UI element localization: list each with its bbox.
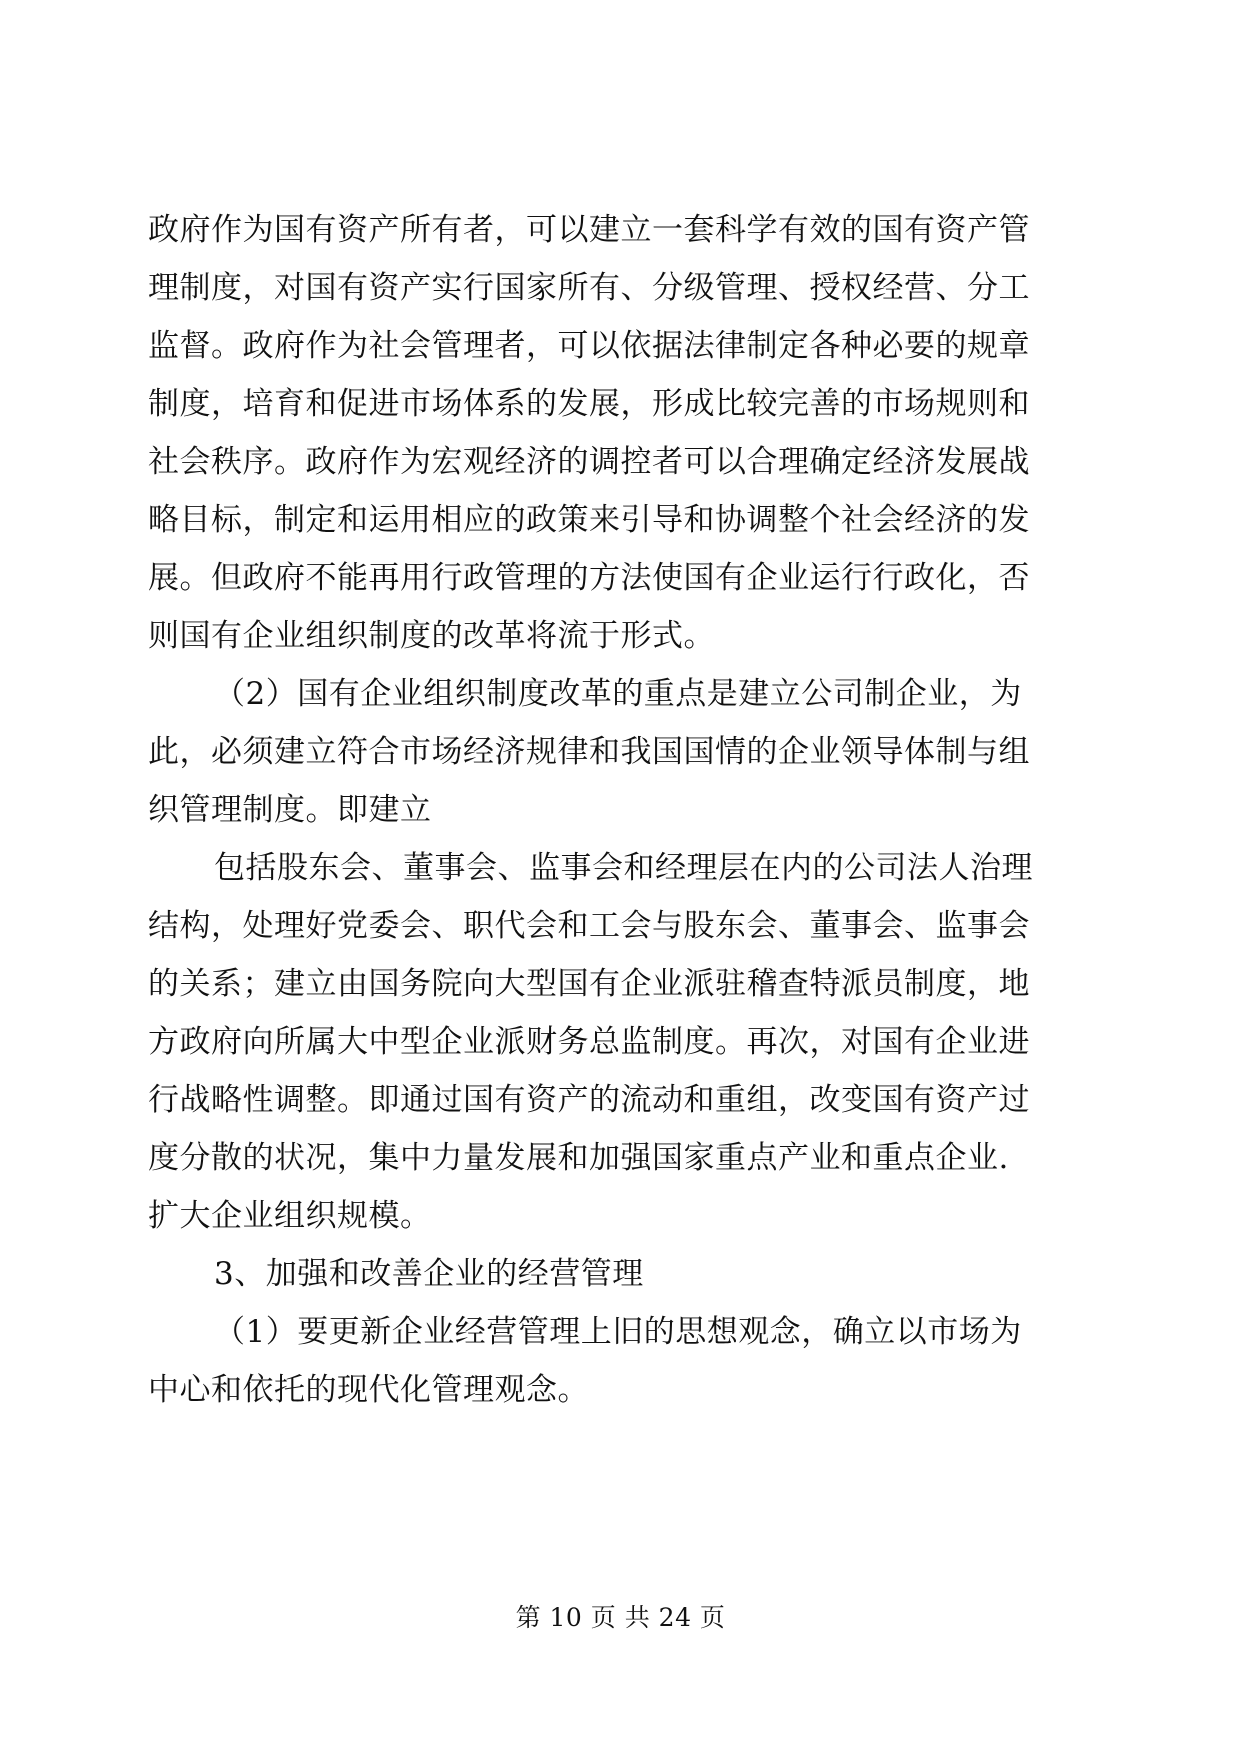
paragraph-line: 此，必须建立符合市场经济规律和我国国情的企业领导体制与组 — [148, 734, 1030, 770]
paragraph-line: 理制度，对国有资产实行国家所有、分级管理、授权经营、分工 — [148, 270, 1030, 306]
paragraph-line: 织管理制度。即建立 — [148, 792, 432, 828]
paragraph-line: 包括股东会、董事会、监事会和经理层在内的公司法人治理 — [214, 850, 1033, 886]
paragraph-line: 政府作为国有资产所有者，可以建立一套科学有效的国有资产管 — [148, 212, 1030, 248]
paragraph-line: 结构，处理好党委会、职代会和工会与股东会、董事会、监事会 — [148, 908, 1030, 944]
paragraph-line: （2）国有企业组织制度改革的重点是建立公司制企业，为 — [214, 676, 1022, 712]
paragraph-line: 展。但政府不能再用行政管理的方法使国有企业运行行政化，否 — [148, 560, 1030, 596]
paragraph-line: 社会秩序。政府作为宏观经济的调控者可以合理确定经济发展战 — [148, 444, 1030, 480]
paragraph-line: 的关系；建立由国务院向大型国有企业派驻稽查特派员制度，地 — [148, 966, 1030, 1002]
paragraph-line: 扩大企业组织规模。 — [148, 1198, 432, 1234]
section-heading: 3、加强和改善企业的经营管理 — [214, 1256, 644, 1292]
paragraph-line: 制度，培育和促进市场体系的发展，形成比较完善的市场规则和 — [148, 386, 1030, 422]
paragraph-line: 度分散的状况，集中力量发展和加强国家重点产业和重点企业. — [148, 1140, 1009, 1176]
paragraph-line: 则国有企业组织制度的改革将流于形式。 — [148, 618, 715, 654]
paragraph-line: 行战略性调整。即通过国有资产的流动和重组，改变国有资产过 — [148, 1082, 1030, 1118]
page-footer: 第 10 页 共 24 页 — [515, 1603, 726, 1632]
paragraph-line: 监督。政府作为社会管理者，可以依据法律制定各种必要的规章 — [148, 328, 1030, 364]
paragraph-line: 方政府向所属大中型企业派财务总监制度。再次，对国有企业进 — [148, 1024, 1030, 1060]
paragraph-line: （1）要更新企业经营管理上旧的思想观念，确立以市场为 — [214, 1314, 1022, 1350]
paragraph-line: 略目标，制定和运用相应的政策来引导和协调整个社会经济的发 — [148, 502, 1030, 538]
paragraph-line: 中心和依托的现代化管理观念。 — [148, 1372, 589, 1408]
